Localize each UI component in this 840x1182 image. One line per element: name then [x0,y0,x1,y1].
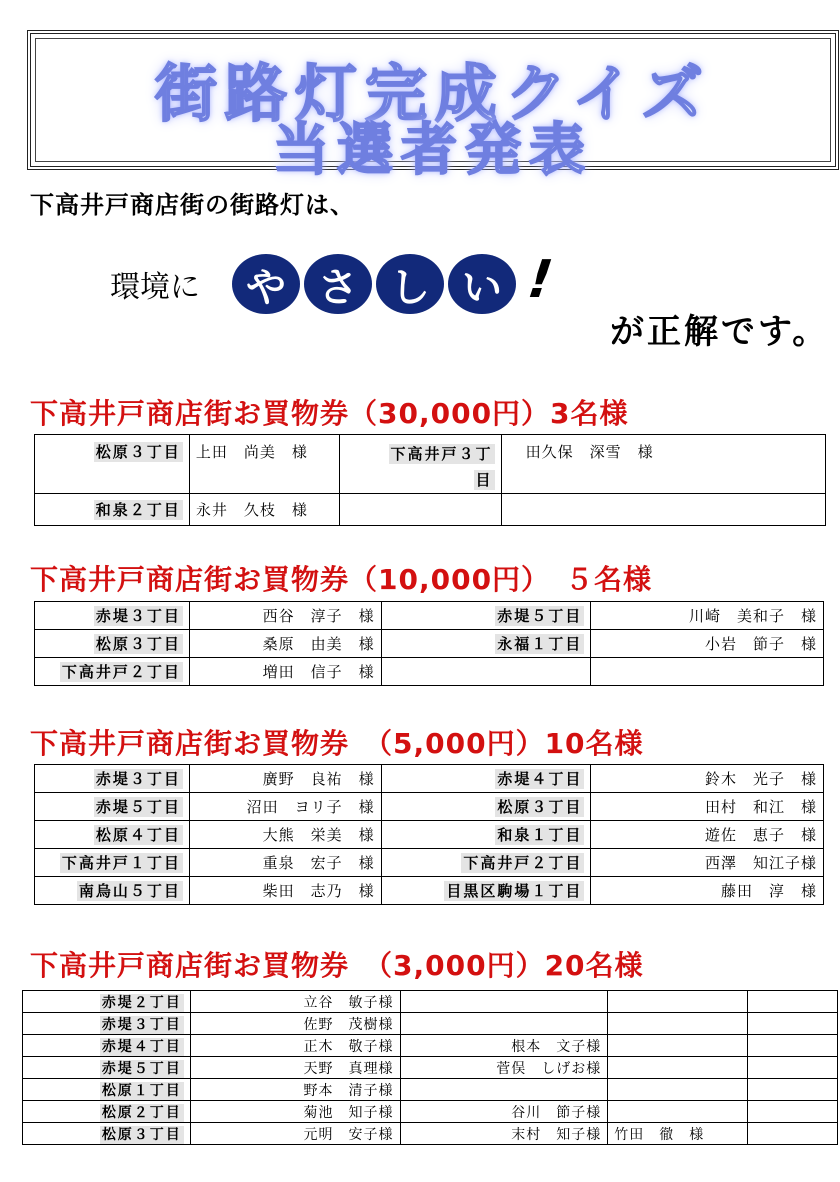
area-cell: 目黒区駒場１丁目 [381,877,591,905]
winner-name-cell: 立谷 敏子様 [190,991,400,1013]
prize4-table [22,990,838,1145]
table-row [35,765,824,793]
winner-name-cell: 菅俣 しげお様 [400,1057,608,1079]
winner-name-cell: 沼田 ヨリ子 様 [189,793,381,821]
exclamation-mark: ! [518,250,562,310]
winner-name-cell [608,1035,748,1057]
area-cell: 赤堤５丁目 [35,793,190,821]
table-row [35,793,824,821]
title-banner [27,30,839,183]
winner-name-cell: 永井 久枝 様 [189,494,339,526]
area-cell: 松原１丁目 [23,1079,191,1101]
prize1-heading: 下高井戸商店街お買物券（30,000円）3名様 [30,397,629,430]
winner-name-cell [608,1079,748,1101]
area-cell: 赤堤２丁目 [23,991,191,1013]
table-row [35,821,824,849]
table-row [35,658,824,686]
area-cell: 松原４丁目 [35,821,190,849]
winner-name-cell: 菊池 知子様 [190,1101,400,1123]
winner-name-cell: 末村 知子様 [400,1123,608,1145]
winner-name-cell: 重泉 宏子 様 [189,849,381,877]
table-row [23,1101,838,1123]
winner-name-cell: 小岩 節子 様 [591,630,824,658]
empty-cell [591,658,824,686]
area-cell: 松原２丁目 [23,1101,191,1123]
area-cell: 赤堤５丁目 [381,602,591,630]
banner-title-line1: 街路灯完成クイズ [154,57,712,130]
winner-name-cell: 増田 信子 様 [189,658,381,686]
table-row [35,602,824,630]
empty-cell [501,494,825,526]
table-row [23,1079,838,1101]
winner-name-cell: 根本 文子様 [400,1035,608,1057]
winner-name-cell [400,991,608,1013]
prize2-heading: 下高井戸商店街お買物券（10,000円） ５名様 [30,563,653,596]
winner-name-cell: 大熊 栄美 様 [189,821,381,849]
winner-name-cell [608,1101,748,1123]
winner-name-cell: 田村 和江 様 [591,793,824,821]
winner-name-cell: 桑原 由美 様 [189,630,381,658]
area-cell: 松原３丁目 [381,793,591,821]
empty-cell [748,1035,838,1057]
winner-name-cell: 正木 敬子様 [190,1035,400,1057]
winner-name-cell [400,1013,608,1035]
prize3-table [34,764,824,905]
prize4-heading: 下高井戸商店街お買物券 （3,000円）20名様 [30,949,644,982]
bubble-sa: さ [304,254,372,314]
empty-cell [748,1057,838,1079]
empty-cell [748,991,838,1013]
table-row [23,1035,838,1057]
area-cell: 下高井戸２丁目 [381,849,591,877]
bubble-ya: や [232,254,300,314]
empty-cell [381,658,591,686]
area-cell: 赤堤４丁目 [381,765,591,793]
area-cell: 赤堤３丁目 [35,602,190,630]
empty-cell [748,1123,838,1145]
area-cell: 松原３丁目 [35,435,190,494]
winner-name-cell: 西谷 淳子 様 [189,602,381,630]
table-row [35,494,826,526]
area-cell: 赤堤４丁目 [23,1035,191,1057]
table-row [35,630,824,658]
winner-name-cell [608,1057,748,1079]
winner-name-cell: 藤田 淳 様 [591,877,824,905]
area-cell: 松原３丁目 [23,1123,191,1145]
area-cell: 和泉１丁目 [381,821,591,849]
winner-name-cell: 廣野 良祐 様 [189,765,381,793]
prize2-table [34,601,824,686]
area-cell: 松原３丁目 [35,630,190,658]
winner-name-cell: 谷川 節子様 [400,1101,608,1123]
winner-name-cell: 竹田 徹 様 [608,1123,748,1145]
area-cell: 赤堤３丁目 [35,765,190,793]
empty-cell [339,494,501,526]
bubble-i: い [448,254,516,314]
area-cell: 下高井戸３丁 目 [339,435,501,494]
winner-name-cell: 柴田 志乃 様 [189,877,381,905]
yasashii-bubbles [232,254,516,316]
empty-cell [748,1079,838,1101]
winner-name-cell: 上田 尚美 様 [189,435,339,494]
winner-name-cell: 野本 清子様 [190,1079,400,1101]
winner-name-cell: 田久保 深雪 様 [501,435,825,494]
area-cell: 永福１丁目 [381,630,591,658]
bubble-shi: し [376,254,444,314]
banner-title-line2: 当選者発表 [273,118,593,183]
area-cell: 下高井戸２丁目 [35,658,190,686]
winner-name-cell [608,991,748,1013]
winner-name-cell [400,1079,608,1101]
winner-name-cell: 佐野 茂樹様 [190,1013,400,1035]
empty-cell [748,1013,838,1035]
winner-name-cell: 鈴木 光子 様 [591,765,824,793]
area-cell: 赤堤５丁目 [23,1057,191,1079]
kankyo-text: 環境に [110,270,200,305]
winner-name-cell: 西澤 知江子様 [591,849,824,877]
area-cell: 下高井戸１丁目 [35,849,190,877]
prize3-heading: 下高井戸商店街お買物券 （5,000円）10名様 [30,727,644,760]
table-row [23,1123,838,1145]
area-cell: 和泉２丁目 [35,494,190,526]
table-row [35,435,826,494]
table-row [23,1057,838,1079]
winner-name-cell: 元明 安子様 [190,1123,400,1145]
answer-text: が正解です。 [610,312,830,352]
empty-cell [748,1101,838,1123]
winner-name-cell: 天野 真理様 [190,1057,400,1079]
area-cell: 南烏山５丁目 [35,877,190,905]
winner-name-cell [608,1013,748,1035]
area-cell: 赤堤３丁目 [23,1013,191,1035]
table-row [35,877,824,905]
table-row [23,1013,838,1035]
winner-name-cell: 遊佐 恵子 様 [591,821,824,849]
intro-text: 下高井戸商店街の街路灯は、 [30,191,355,219]
winner-name-cell: 川崎 美和子 様 [591,602,824,630]
table-row [23,991,838,1013]
table-row [35,849,824,877]
prize1-table [34,434,826,526]
